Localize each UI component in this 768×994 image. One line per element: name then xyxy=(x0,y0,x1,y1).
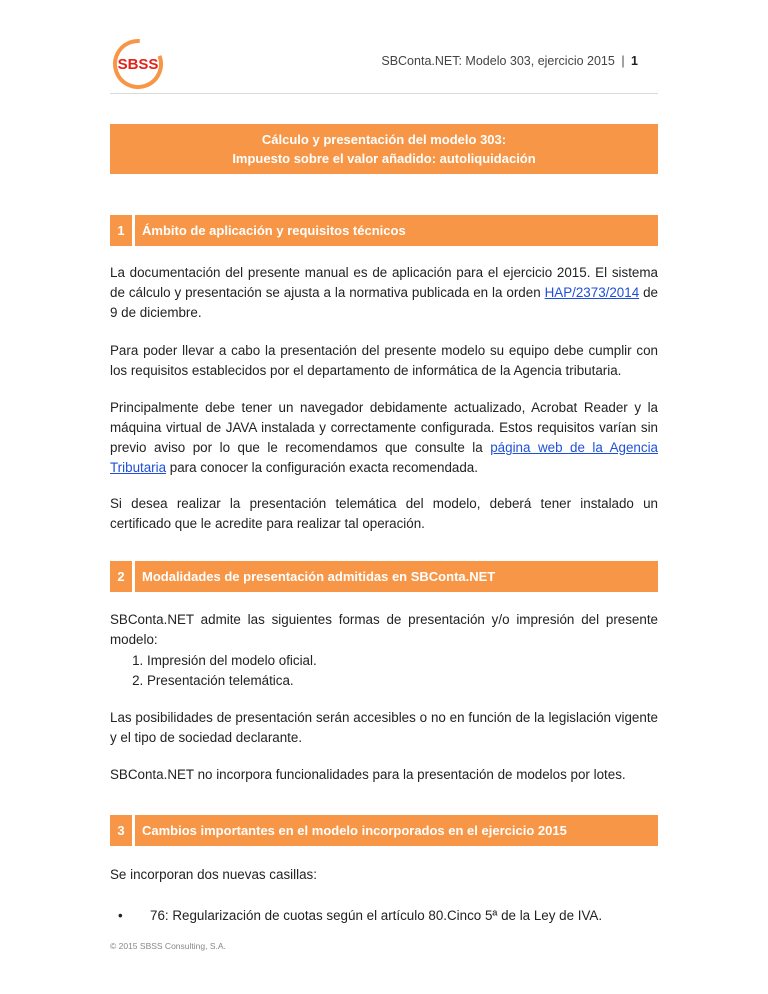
header-divider xyxy=(110,93,658,94)
section-2-paragraph-3: SBConta.NET no incorpora funcionalidades para la presentación de modelos por lotes. xyxy=(110,767,626,782)
section-1-paragraph-4: Si desea realizar la presentación telemática del modelo, deberá tener instalado un certificado que le acredite para realizar tal operación. xyxy=(110,496,658,531)
section-title: Modalidades de presentación admitidas en SBConta.NET xyxy=(135,561,658,592)
footer-copyright: © 2015 SBSS Consulting, S.A. xyxy=(110,941,226,951)
document-title-box xyxy=(110,124,658,174)
section-1-paragraph-1: La documentación del presente manual es de aplicación para el ejercicio 2015. El sistema de cálculo y presentación se ajusta a la normativa publicada en la orden HAP/2373/2014 de 9 de diciembre. xyxy=(110,265,658,320)
new-boxes-list xyxy=(110,906,698,926)
title-line-1: Cálculo y presentación del modelo 303: xyxy=(261,132,507,147)
section-title: Cambios importantes en el modelo incorporados en el ejercicio 2015 xyxy=(135,815,658,846)
list-item: • 76: Regularización de cuotas según el artículo 80.Cinco 5ª de la Ley de IVA. xyxy=(150,906,698,926)
page-number: 1 xyxy=(631,54,638,68)
section-title: Ámbito de aplicación y requisitos técnicos xyxy=(135,215,658,246)
header-separator: | xyxy=(621,54,625,68)
section-2-heading xyxy=(110,561,658,592)
section-number: 1 xyxy=(110,215,132,246)
section-1-paragraph-2: Para poder llevar a cabo la presentación del presente modelo su equipo debe cumplir con los requisitos establecidos por el departamento de informática de la Agencia tributaria. xyxy=(110,343,658,378)
bullet-icon: • xyxy=(118,908,123,923)
section-2-intro: SBConta.NET admite las siguientes formas de presentación y/o impresión del presente modelo: xyxy=(110,612,658,647)
section-1-heading xyxy=(110,215,658,246)
list-item: 2. Presentación telemática. xyxy=(147,671,695,691)
section-number: 2 xyxy=(110,561,132,592)
list-item: 1. Impresión del modelo oficial. xyxy=(147,651,695,671)
running-header xyxy=(381,54,638,68)
section-2-paragraph-2: Las posibilidades de presentación serán accesibles o no en función de la legislación vigente y el tipo de sociedad declarante. xyxy=(110,710,658,745)
logo-text: SBSS xyxy=(117,56,159,73)
sbss-logo xyxy=(112,38,164,90)
agencia-tributaria-link[interactable]: página web de la Agencia Tributaria xyxy=(110,440,658,475)
presentation-methods-list xyxy=(110,651,695,691)
section-3-intro: Se incorporan dos nuevas casillas: xyxy=(110,867,317,882)
section-1-paragraph-3: Principalmente debe tener un navegador debidamente actualizado, Acrobat Reader y la máquina virtual de JAVA instalada y correctamente configurada. Estos requisitos varían sin previo aviso por lo que le recomendamos que consulte la página web de la Agencia Tributaria para conocer la configuración exacta recomendada. xyxy=(110,400,658,475)
section-number: 3 xyxy=(110,815,132,846)
title-line-2: Impuesto sobre el valor añadido: autoliquidación xyxy=(232,151,536,166)
section-3-heading xyxy=(110,815,658,846)
order-hap-link[interactable]: HAP/2373/2014 xyxy=(544,285,640,300)
header-doc-title: SBConta.NET: Modelo 303, ejercicio 2015 xyxy=(381,54,615,68)
